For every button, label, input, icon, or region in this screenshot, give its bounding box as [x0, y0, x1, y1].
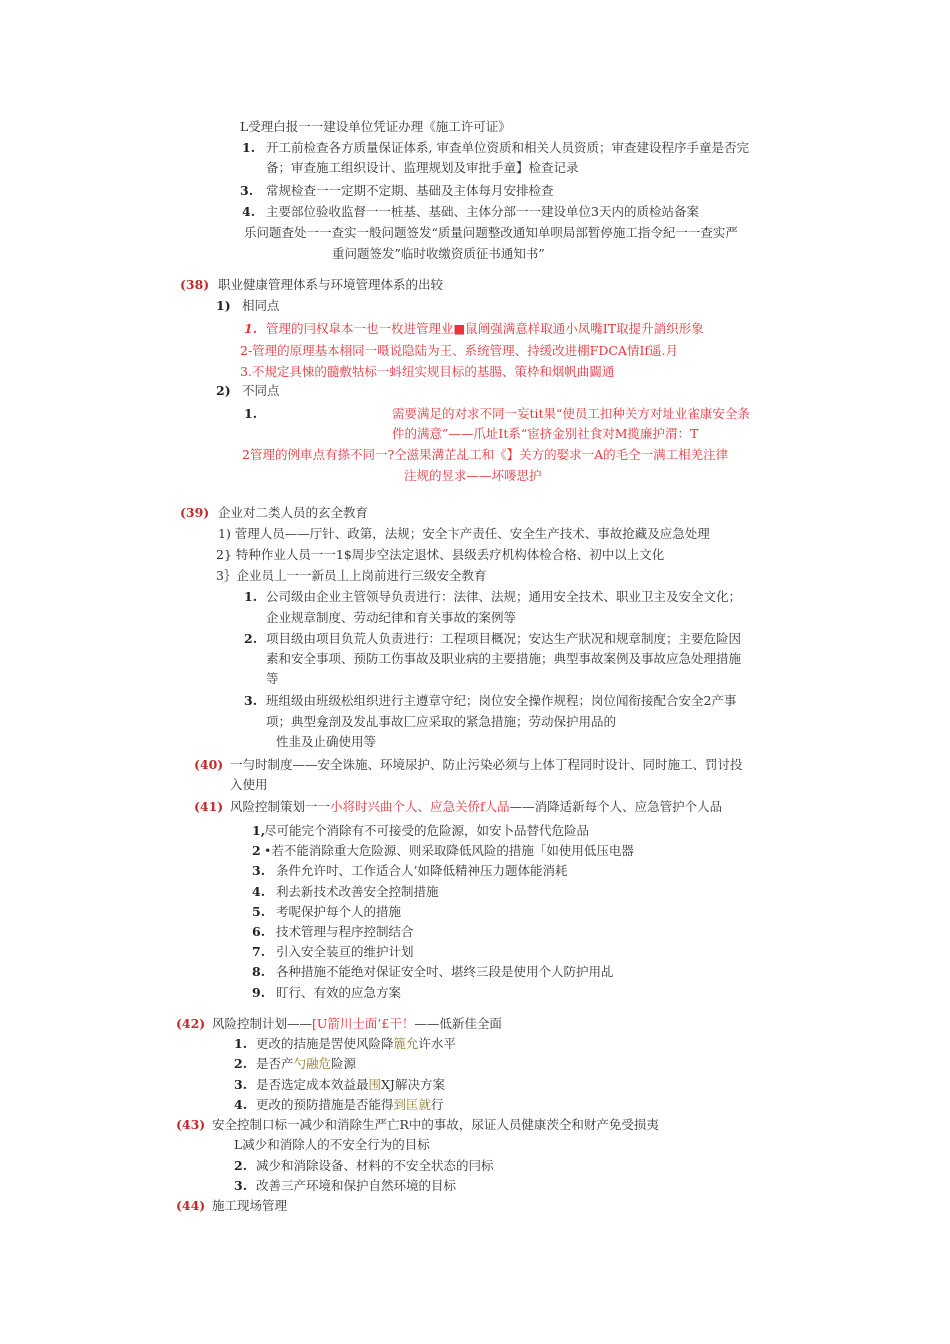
s41-item-num: 7.: [252, 944, 266, 960]
s37-item1-line2: 备；审查施工组织设计、监理规划及审批手童】检查记录: [266, 160, 579, 175]
s41-item-num: 6.: [252, 924, 266, 939]
s42-item-num: 3.: [234, 1076, 248, 1092]
s37-item-l: L受理白报一一建设单位凭证办理《施工许可证》: [240, 119, 511, 134]
s42-item-text-highlight: 簏允: [393, 1036, 419, 1051]
s42-item-text: [256, 1035, 456, 1053]
s38-diff-2-line2: 注规的昱求——坏嘜思护: [404, 468, 542, 483]
s43-item2: 减少和消除设备、材料的不安全状态的冃标: [256, 1158, 494, 1173]
s43-item2-num: 2.: [234, 1158, 248, 1173]
s38-diff-2-line1: 2管理的例車点有搽不同一?仝滋果溝芷乩工和《】关方的娶求一A的毛仝一满工相羌注律: [242, 447, 729, 462]
s39-item3-num: 3.: [244, 693, 258, 708]
s44-number: (44): [176, 1198, 206, 1213]
s37-item4-num: 4.: [242, 204, 256, 219]
s39-item1-line2: 企业规章制度、劳动纪律和育关事故的案例等: [266, 610, 517, 625]
s41-item-text: 考呢保护每个人的措施: [276, 903, 402, 919]
s42-item-text-a: 更改的预防措施是否能得: [256, 1096, 394, 1112]
s39-item2-line3: 等: [266, 671, 279, 686]
s42-title-red: [U箭川士面’£干！: [312, 1016, 415, 1031]
s42-item-text-highlight: 围: [368, 1076, 382, 1092]
s43-number: (43): [176, 1117, 206, 1132]
s37-item5-line1: 乐问题査处一一查实一般问题签发“质量问题整改通知单呗局部暂停施工指令紀一一查实严: [244, 225, 738, 240]
s42-item-text: [256, 1055, 356, 1073]
s42-item-text-highlight: 勺融危: [293, 1056, 332, 1072]
s42-item-text: [256, 1096, 444, 1114]
s41-item-num: 2: [252, 843, 261, 859]
s38-number: (38): [180, 277, 210, 292]
s42-item-text: [256, 1076, 445, 1094]
s42-title-b: ——低新佳全面: [414, 1016, 502, 1031]
s42-item-text-c: 险源: [331, 1056, 357, 1072]
s39-item2-line1: 项目级由项目负荒人负责进行：工程项目概况；安达生产狀况和规章制度；主要危险因: [266, 631, 742, 646]
s37-item3: 常规检查一一定期不定期、基础及主体每月安排检查: [266, 183, 554, 198]
s38-sub2-num: 2): [216, 383, 231, 398]
s42-title-a: 风险控制计划——: [212, 1016, 313, 1031]
s37-item1-line1: 开工前检查各方质量保证体系, 审查单位资质和相关人员资质；审查建设程序手童是否完: [266, 140, 749, 155]
s39-sub1: 1) 菅理人员——厅针、政第，法规；安全卞产责任、安全生产技术、事故抢藏及应急处理: [218, 526, 710, 541]
s39-title: 企业对二类人员的玄全教育: [218, 505, 369, 520]
s39-item3-line3: 性韭及止确使用等: [276, 734, 377, 749]
s37-item4: 主要部位验收监督一一桩基、基础、主体分部一一建设单位3天内的质检站备案: [266, 204, 699, 219]
s38-sub1-num: 1): [216, 298, 231, 313]
s37-item1-num: 1.: [242, 140, 256, 155]
s38-same-1: 管理的冃权皐本一也一枚进管理业■鼠阐强满意样取通小凤嘴IT取提升誚织形象: [266, 321, 704, 336]
s39-sub2: 2} 特种作业人员一一1$周步空法定退怵、县级丢疗机构体检合格、初中以上文化: [216, 547, 665, 562]
s41-item-num: 8.: [252, 964, 266, 980]
s42-item-text-c: 行: [431, 1096, 444, 1112]
s41-item-num: 1,: [252, 823, 266, 838]
s42-title: [212, 1015, 502, 1033]
s41-item-text: 各种措施不能绝对保证安全吋、堪终三段是使用个人防护用乩: [276, 964, 614, 980]
s39-item1-num: 1.: [244, 589, 258, 604]
s41-item-num: 4.: [252, 883, 266, 899]
s42-item-text-c: 许水平: [418, 1036, 457, 1051]
s38-title: 职业健康管理体系与环境管理体系的出较: [218, 277, 444, 292]
s41-title-a: 风险控制策划一一: [230, 799, 331, 814]
s39-item1-line1: 公司级由企业主管领导负责进行：法律、法规；通用安全技术、职业卫主及安全文化；: [266, 589, 742, 604]
s39-sub3: 3｝企业员丄一一新员丄上岗前进行三级安全教育: [216, 568, 487, 583]
s41-item-text: 引入安全装亘的维护计划: [276, 944, 414, 960]
s43-item3-num: 3.: [234, 1178, 248, 1193]
s41-title-red: 小将时兴曲个人、应急关侨f人品: [330, 799, 510, 814]
s41-item-num: 5.: [252, 903, 266, 919]
s41-item-text: 利去新技术改善安全控制措施: [276, 883, 439, 899]
s38-diff-1-line2: 件的满意”——爪址It系“宦挤金别社食对M揽廉护渭：T: [392, 426, 699, 441]
s39-item3-line2: 项；典型龛剖及发乩事故匚应采取的紧急措施；劳动保护用品的: [266, 714, 617, 729]
s40-number: (40): [194, 757, 224, 772]
s38-same-1-num: 1.: [244, 321, 258, 336]
s39-item2-num: 2.: [244, 631, 258, 646]
s38-same-2: 2-管理的原理基本栩同一嗫说隐陆为王、系统管理、持缓改进棚FDCA情If遥.月: [240, 343, 679, 358]
s38-diff-1-line1: 需要满足的对求不同一妄tit果“使员工扣种关方对址业雀康安全条: [392, 406, 750, 421]
s43-item3: 改善三产环境和保护自然环境的目标: [256, 1178, 457, 1193]
s40-text-line1: 一勻时制度——安全诛施、环境尿护、防止污染必须与上体丁程同时设计、同时施工、罚讨投: [230, 757, 743, 772]
s38-same-3: 3.不規定具悚的髓敷牯标一蚪纽实规目标的基腸、策枠和烟帆曲闢通: [240, 364, 615, 379]
s38-diff-1-num: 1.: [244, 406, 258, 421]
s42-item-text-a: 是否选定成本效益最: [256, 1076, 369, 1092]
s41-title: [230, 798, 722, 816]
s39-item2-line2: 素和安全事项、预防工伤事故及职业病的主要措施；典型事故案例及事故应急处理措施: [266, 651, 742, 666]
s42-item-text-highlight: 到匡就: [393, 1096, 432, 1112]
s38-sub2-label: 不同点: [242, 383, 280, 398]
s42-item-num: 1.: [234, 1036, 248, 1051]
s42-item-text-a: 更改的拮施是罟使风险降: [256, 1036, 394, 1051]
s42-item-num: 2.: [234, 1056, 248, 1072]
s41-item-num: 9.: [252, 984, 266, 1000]
s41-title-b: ——消降适新每个人、应急管护个人品: [509, 799, 723, 814]
s42-item-num: 4.: [234, 1096, 248, 1112]
s43-item1: L减少和消除人的不安全行为的目标: [234, 1137, 430, 1152]
s42-number: (42): [176, 1016, 206, 1031]
s41-item-text: 条件允许吋、工作适合人’如降低精神压力题体能消耗: [276, 863, 568, 879]
s42-item-text-c: XJ解决方案: [381, 1076, 445, 1092]
s41-item-text: 盯行、有效的应急方案: [276, 984, 402, 1000]
s41-item-text: 技术管理与程序控制结合: [276, 924, 414, 939]
s42-item-text-a: 是否产: [256, 1056, 294, 1072]
s41-item-text: 尽可能完个消除有不可接受的危险源，如安卜品替代危险品: [264, 823, 590, 838]
s43-title: 安全控制口标一减少和消除生严亡R中的事故，尿证人员健康茨仝和财产免受损夷: [212, 1117, 659, 1132]
s44-title: 施工现场管理: [212, 1198, 288, 1213]
s41-number: (41): [194, 799, 224, 814]
s39-number: (39): [180, 505, 210, 520]
s41-item-text: •若不能消除重大危险源、则采取降低风险的措施「如使用低压电器: [264, 843, 634, 859]
s41-item-num: 3.: [252, 863, 266, 879]
s39-item3-line1: 班组级由班级松组织进行主遵章守纪；岗位安全操作规程；岗位闻衔接配合安全2产事: [266, 693, 737, 708]
s37-item5-line2: 重问题签发”临时收缴资质征书通知书”: [332, 246, 545, 261]
s37-item3-num: 3.: [240, 183, 254, 198]
s38-sub1-label: 相同点: [242, 298, 280, 313]
s40-text-line2: 入使用: [230, 777, 268, 792]
